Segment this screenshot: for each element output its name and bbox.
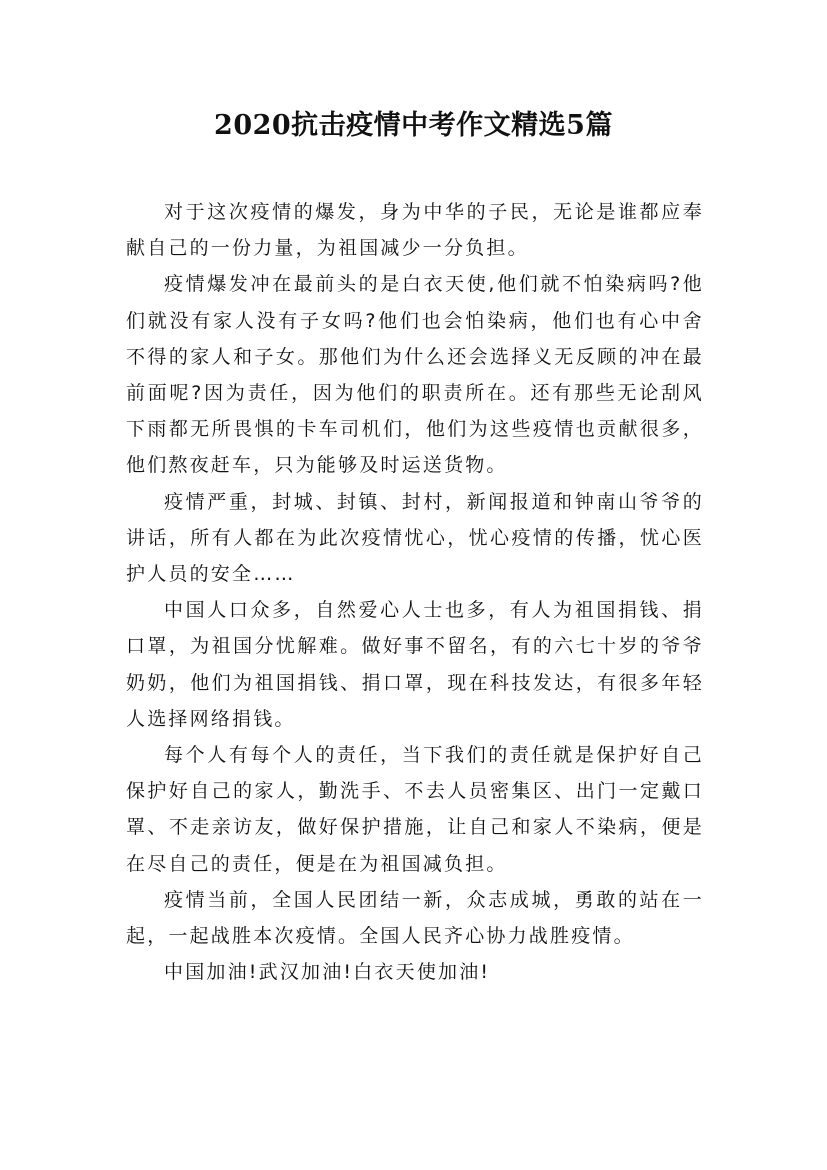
paragraph: 疫情爆发冲在最前头的是白衣天使,他们就不怕染病吗?他们就没有家人没有子女吗?他们也会怕染病，他们也有心中舍不得的家人和子女。那他们为什么还会选择义无反顾的冲在最前面呢?因为责任，因为他们的职责所在。还有那些无论刮风下雨都无所畏惧的卡车司机们，他们为这些疫情也贡献很多，他们熬夜赶车，只为能够及时运送货物。 bbox=[126, 273, 704, 477]
paragraph: 每个人有每个人的责任，当下我们的责任就是保护好自己保护好自己的家人，勤洗手、不去人员密集区、出门一定戴口罩、不走亲访友，做好保护措施，让自己和家人不染病，便是在尽自己的责任，便是在为祖国减负担。 bbox=[126, 744, 704, 875]
paragraph: 中国人口众多，自然爱心人士也多，有人为祖国捐钱、捐口罩，为祖国分忧解难。做好事不留名，有的六七十岁的爷爷奶奶，他们为祖国捐钱、捐口罩，现在科技发达，有很多年轻人选择网络捐钱。 bbox=[126, 599, 704, 730]
document-title: 2020抗击疫情中考作文精选5篇 bbox=[214, 110, 613, 141]
document-body bbox=[126, 194, 704, 990]
paragraph: 对于这次疫情的爆发，身为中华的子民，无论是谁都应奉献自己的一份力量，为祖国减少一分负担。 bbox=[126, 201, 704, 260]
paragraph: 中国加油!武汉加油!白衣天使加油! bbox=[164, 961, 491, 984]
paragraph: 疫情当前，全国人民团结一新，众志成城，勇敢的站在一起，一起战胜本次疫情。全国人民齐心协力战胜疫情。 bbox=[126, 888, 704, 948]
paragraph: 疫情严重，封城、封镇、封村，新闻报道和钟南山爷爷的讲话，所有人都在为此次疫情忧心，忧心疫情的传播，忧心医护人员的安全…… bbox=[126, 490, 704, 586]
